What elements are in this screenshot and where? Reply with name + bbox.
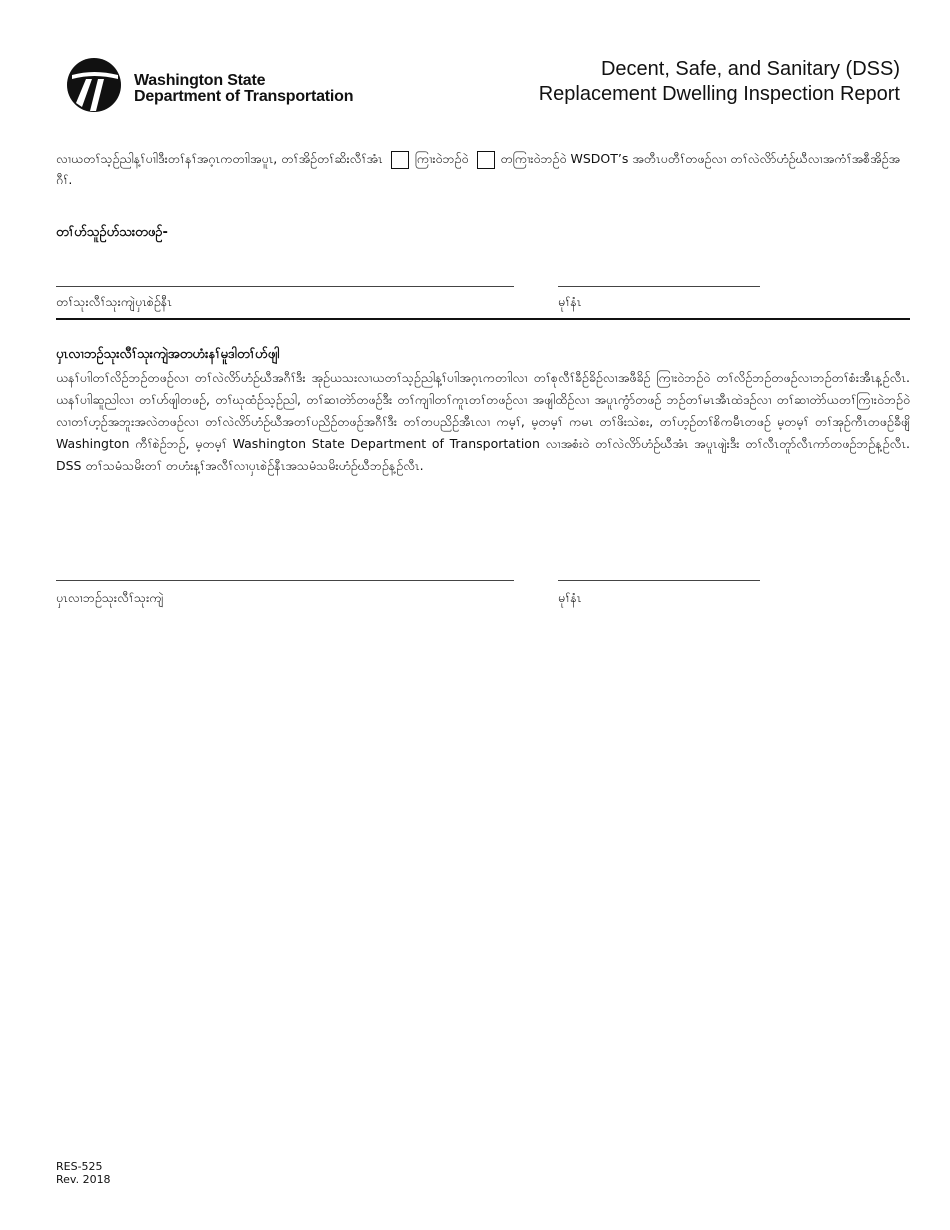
inspector-signature-label: တၢ်သုးလီၢ်သုးကျဲပှၤစဲဉ်နီၤ <box>56 294 172 309</box>
meets-standards-checkbox[interactable] <box>391 151 409 169</box>
does-not-meet-standards-checkbox[interactable] <box>477 151 495 169</box>
intro-text-before: လၢယတၢ်သ့ဉ်ညါန့ၢ်ပၢါဒီးတၢ်နၢ်အဂ့ၤကတၢါအပူၤ, တၢ်အိဉ်တၢ်ဆိးလီၢ်အံၤ <box>56 151 383 166</box>
inspector-date-label: မုၢ်နံၤ <box>558 294 582 309</box>
does-not-meet-standards-label: တကြၢးဝဲဘဉ်ဝဲ WSDOT’s အတီၤပတီၢ်တဖဉ်လၢ <box>500 151 727 166</box>
displacee-acknowledgement-text: ယနၢ်ပၢါတၢ်လိဉ်ဘဉ်တဖဉ်လၢ တၢ်လဲလိာ်ဟံဉ်ဃီအဂီၢ်ဒီး အုဉ်ယသးလၢယတၢ်သ့ဉ်ညါန့ၢ်ပၢါအဂ့ၤကတၢါလၢ တၢ်စုလီၢ်ခီဉ်ခိဉ်လၢအဖီခိဉ် ကြၢးဝဲဘဉ်ဝဲ တၢ်လိဉ်ဘဉ်တဖဉ်လၢဘဉ်တၢ်စံးအီၤန့ဉ်လီၤ. ယနၢ်ပၢါဆူညါလၢ တၢ်ဟ်ဖျါတဖဉ်, တၢ်ဃုထံဉ်သ့ဉ်ညါ, တၢ်ဆၢတဲာ်တဖဉ်ဒီး တၢ်ကျၢါတၢ်ကူၤတၢ်တဖဉ်လၢ အဖျါထိဉ်လၢ အပူၤကွံာ်တဖဉ် ဘဉ်တၢ်မၤအီၤထဲဒဉ်လၢ တၢ်ဆၢတဲာ်ယတၢ်ကြၢးဝဲဘဉ်ဝဲလၢတၢ်ဟ့ဉ်အဘူးအလဲတဖဉ်လၢ တၢ်လဲလိာ်ဟံဉ်ဃီအတၢ်ပညိဉ်တဖဉ်အဂီၢ်ဒီး တၢ်တပညိဉ်အီၤလၢ ကမ့ၢ်, မ့တမ့ၢ် ကမၤ တၢ်ဖိးသဲစး, တၢ်ဟ့ဉ်တၢ်စိကမီၤတဖဉ် မ့တမ့ၢ် တၢ်အုဉ်ကီၤတဖဉ်ခီဖျိ Washington ကီၢ်စဲဉ်ဘဉ်, မ့တမ့ၢ် Washington State Department of Transportation လၢအစံးဝဲ တၢ်လဲလိာ်ဟံဉ်ဃီအံၤ အပူၤဖျဲးဒီး တၢ်လီၤတူာ်လီၤကာ်တဖဉ်ဘဉ်န့ဉ်လီၤ. DSS တၢ်သမံသမိးတၢ် တဟံးန့ၢ်အလီၢ်လၢပှၤစဲဉ်နီၤအသမံသမိးဟံဉ်ဃီဘဉ်န့ဉ်လီၤ. <box>56 370 910 473</box>
title-line-1: Decent, Safe, and Sanitary (DSS) <box>600 58 900 80</box>
inspector-comments-heading: တၢ်ဟ်သူဉ်ဟ်သးတဖဉ်- <box>56 225 168 240</box>
displacee-acknowledgement-heading: ပှၤလၢဘဉ်သုးလီၢ်သုးကျဲအတဟံးနၢ်မူဒါတၢ်ဟ်ဖျါ <box>56 347 280 362</box>
form-footer <box>56 1160 111 1186</box>
meets-standards-label: ကြၢးဝဲဘဉ်ဝဲ <box>414 151 469 166</box>
inspector-date-line[interactable] <box>558 286 760 287</box>
title-line-2: Replacement Dwelling Inspection Report <box>538 83 900 105</box>
form-number: RES-525 <box>56 1160 103 1173</box>
logo-line-1: Washington State <box>134 72 266 89</box>
wsdot-logo <box>66 57 426 113</box>
logo-text <box>134 73 353 105</box>
displacee-date-line[interactable] <box>558 580 760 581</box>
inspector-signature-line[interactable] <box>56 286 514 287</box>
form-revision: Rev. 2018 <box>56 1173 111 1186</box>
logo-line-2: Department of Transportation <box>134 88 354 105</box>
intro-statement <box>56 148 910 190</box>
section-divider <box>56 318 910 320</box>
wsdot-logo-icon <box>66 57 122 113</box>
document-title <box>539 57 900 107</box>
displacee-signature-line[interactable] <box>56 580 514 581</box>
intro-text-after: တၢ်လဲလိာ်ဟံဉ်ဃီလၢအကံၢ်အစီအိဉ်အဂီၢ်. <box>56 151 901 187</box>
displacee-signature-label: ပှၤလၢဘဉ်သုးလီၢ်သုးကျဲ <box>56 590 164 605</box>
displacee-date-label: မုၢ်နံၤ <box>558 590 582 605</box>
